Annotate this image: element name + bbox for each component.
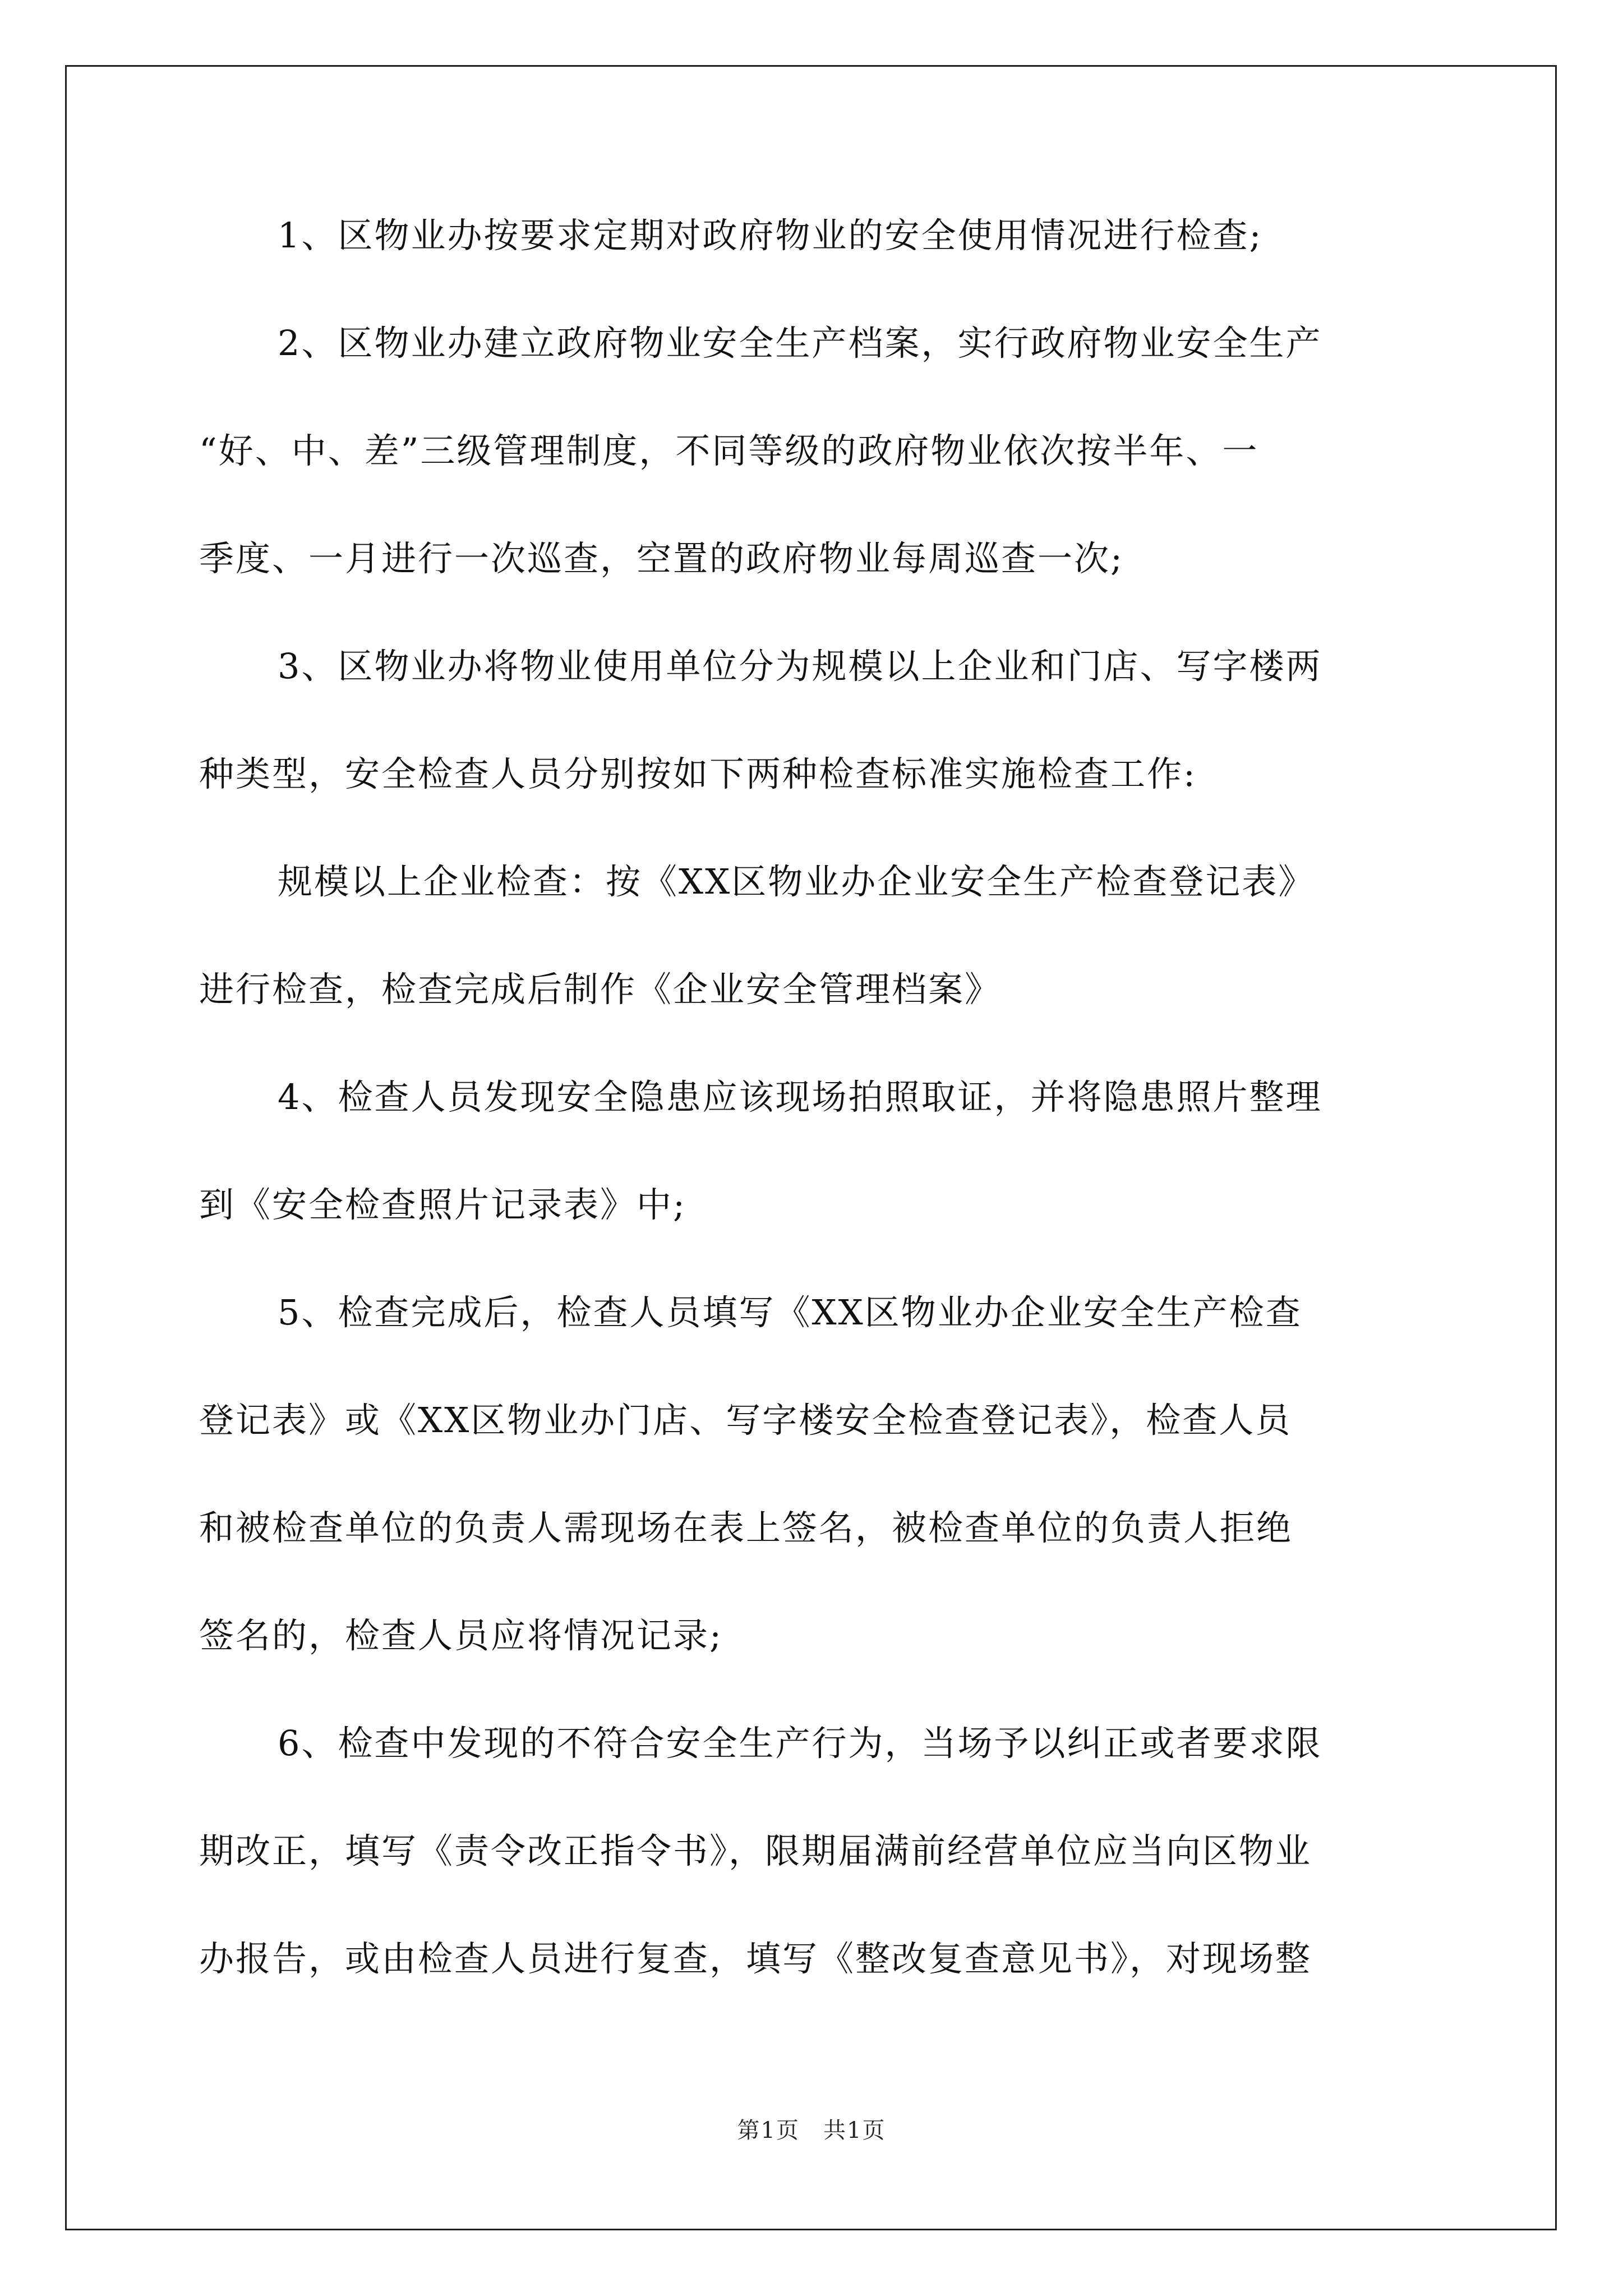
page-border bbox=[65, 65, 1557, 2230]
text-line: 季度、一月进行一次巡查，空置的政府物业每周巡查一次; bbox=[199, 538, 1124, 579]
text-line: 2、区物业办建立政府物业安全生产档案，实行政府物业安全生产 bbox=[278, 323, 1322, 364]
text-line: 登记表》或《XX区物业办门店、写字楼安全检查登记表》，检查人员 bbox=[199, 1400, 1292, 1441]
page-number: 第1页 共1页 bbox=[737, 2118, 886, 2143]
text-line: 种类型，安全检查人员分别按如下两种检查标准实施检查工作: bbox=[199, 753, 1197, 794]
text-line: 3、区物业办将物业使用单位分为规模以上企业和门店、写字楼两 bbox=[278, 646, 1322, 687]
text-line: 期改正，填写《责令改正指令书》，限期届满前经营单位应当向区物业 bbox=[199, 1830, 1312, 1871]
text-line: 办报告，或由检查人员进行复查，填写《整改复查意见书》，对现场整 bbox=[199, 1938, 1312, 1979]
text-line: 签名的，检查人员应将情况记录; bbox=[199, 1615, 723, 1656]
text-line: 4、检查人员发现安全隐患应该现场拍照取证，并将隐患照片整理 bbox=[278, 1076, 1322, 1117]
text-line: 5、检查完成后，检查人员填写《XX区物业办企业安全生产检查 bbox=[278, 1292, 1302, 1333]
text-line: 6、检查中发现的不符合安全生产行为，当场予以纠正或者要求限 bbox=[278, 1723, 1322, 1764]
text-line: 和被检查单位的负责人需现场在表上签名，被检查单位的负责人拒绝 bbox=[199, 1507, 1293, 1548]
text-line: 到《安全检查照片记录表》中; bbox=[199, 1184, 686, 1225]
text-line: 1、区物业办按要求定期对政府物业的安全使用情况进行检查; bbox=[278, 215, 1263, 256]
text-line: 进行检查，检查完成后制作《企业安全管理档案》 bbox=[199, 969, 1002, 1010]
text-line: “好、中、差”三级管理制度，不同等级的政府物业依次按半年、一 bbox=[199, 430, 1259, 471]
text-line: 规模以上企业检查：按《XX区物业办企业安全生产检查登记表》 bbox=[278, 861, 1315, 902]
